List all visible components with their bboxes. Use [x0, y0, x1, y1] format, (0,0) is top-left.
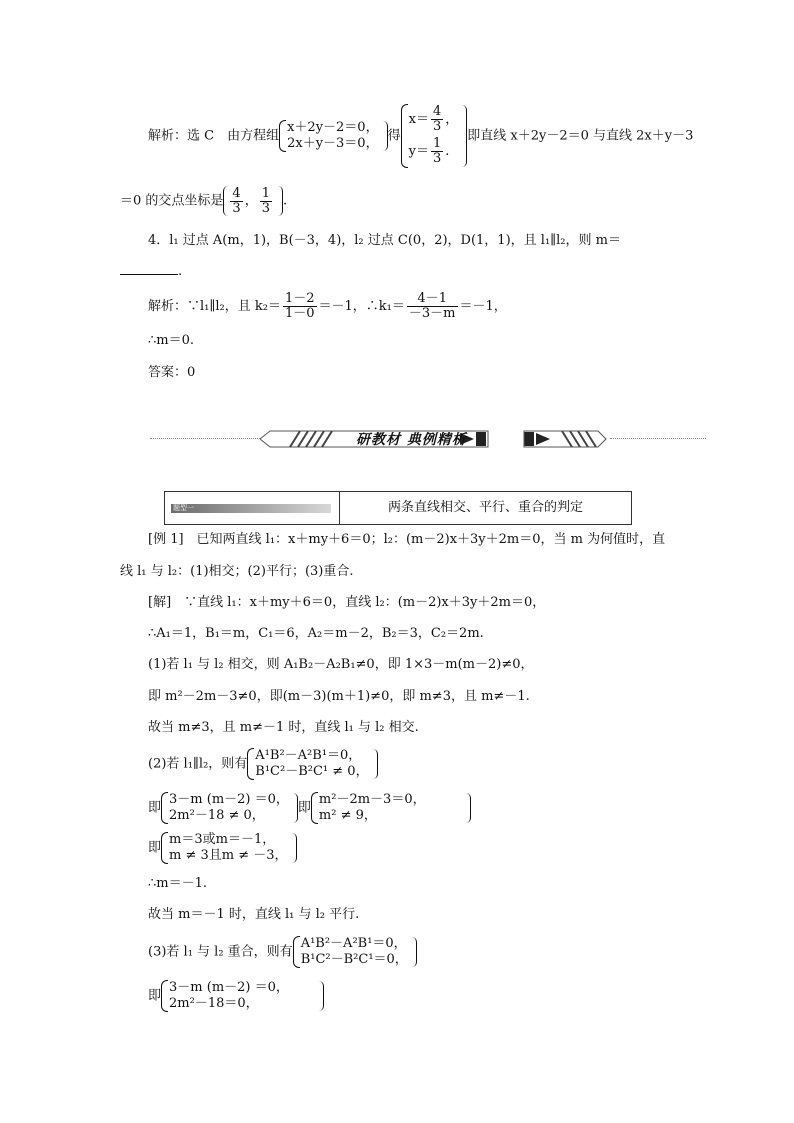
example-1-line-1: [例 1] 已知两直线 l₁：x＋my＋6＝0；l₂：(m－2)x＋3y＋2m＝0，当 m 为何值时，直 [148, 532, 666, 547]
parallel-step-2: 即 m＝3或m＝－1， m ≠ 3且m ≠ －3， [148, 832, 297, 864]
parallel-system-3: m²－2m－3＝0， m² ≠ 9， [311, 792, 426, 824]
fraction-y: $\frac{1}{3}$ [432, 136, 442, 166]
solution-3-prefix: 解析：选 C 由方程组 [148, 128, 280, 144]
coincide-system-2: 3－m (m－2) ＝0， 2m²－18＝0， [161, 980, 289, 1012]
solution-line-3: (1)若 l₁ 与 l₂ 相交，则 A₁B₂－A₂B₁≠0，即 1×3－m(m－2)≠0， [148, 657, 534, 672]
example-1-line-2: 线 l₁ 与 l₂：(1)相交；(2)平行；(3)重合. [120, 564, 354, 579]
topic-title: 两条直线相交、平行、重合的判定 [387, 500, 583, 515]
solution-line-2: ∴A₁＝1，B₁＝m，C₁＝6，A₂＝m－2，B₂＝3，C₂＝2m. [148, 626, 484, 641]
solution-system: x＝ $\frac{4}{3}$ ， y＝ $\frac{1}{3}$ . [401, 104, 459, 168]
topic-tag-bar [171, 504, 331, 513]
answer-blank [120, 262, 178, 275]
coincide-system: A¹B²－A²B¹＝0， B¹C²－B²C¹＝0， [293, 936, 408, 968]
parallel-result: ∴m＝－1. [148, 876, 208, 891]
topic-tag-label: 题型一 [173, 504, 194, 512]
solution-line-4: 即 m²－2m－3≠0，即(m－3)(m＋1)≠0，即 m≠3，且 m≠－1. [148, 689, 530, 704]
parallel-step-1: 即 3－m (m－2) ＝0， 2m²－18 ≠ 0， 即 m²－2m－3＝0， m² ≠ 9， [148, 792, 471, 824]
get-word: 得 [387, 128, 401, 144]
solution-line-5: 故当 m≠3，且 m≠－1 时，直线 l₁ 与 l₂ 相交. [148, 720, 419, 735]
parallel-conclusion: 故当 m＝－1 时，直线 l₁ 与 l₂ 平行. [148, 907, 360, 922]
parallel-system-4: m＝3或m＝－1， m ≠ 3且m ≠ －3， [161, 832, 288, 864]
solution-3-line-1 [148, 104, 693, 168]
coincide-condition: (3)若 l₁ 与 l₂ 重合，则有 A¹B²－A²B¹＝0， B¹C²－B²C¹＝0， [148, 936, 417, 968]
solution-4-line: 解析：∵l₁∥l₂，且 k₂＝ $\frac{1-2}{1-0}$ ＝－1，∴k₁＝ $\frac{4-1}{-3-m}$ ＝－1， [148, 291, 507, 321]
answer-line: 答案：0 [148, 365, 196, 380]
problem-4-blank-line: . [120, 262, 182, 281]
problem-4-text: 4．l₁ 过点 A(m，1)，B(－3，4)，l₂ 过点 C(0，2)，D(1，1)，且 l₁∥l₂，则 m＝ [148, 233, 621, 248]
banner-arrow-right-icon [522, 428, 608, 450]
coincide-step-1: 即 3－m (m－2) ＝0， 2m²－18＝0， [148, 980, 324, 1012]
fraction-x: $\frac{4}{3}$ [432, 104, 442, 134]
topic-box [164, 491, 632, 525]
banner-title: 研教材 典例精析 [356, 432, 467, 448]
fraction-point-x: $\frac{4}{3}$ [232, 185, 241, 216]
equation-system-1: x＋2y－2＝0， 2x＋y－3＝0， [279, 120, 379, 152]
fraction-k2: $\frac{1-2}{1-0}$ [284, 291, 315, 321]
solution-3-tail: 即直线 x＋2y－2＝0 与直线 2x＋y－3 [467, 128, 694, 144]
dotted-rule-left [150, 438, 260, 439]
therefore-m: ∴m＝0. [148, 333, 195, 348]
parallel-system-2: 3－m (m－2) ＝0， 2m²－18 ≠ 0， [161, 792, 289, 824]
parallel-system: A¹B²－A²B¹＝0， B¹C²－B²C¹ ≠ 0， [247, 748, 368, 780]
dotted-rule-right [610, 438, 706, 439]
section-banner [150, 426, 706, 452]
parallel-condition: (2)若 l₁∥l₂，则有 A¹B²－A²B¹＝0， B¹C²－B²C¹ ≠ 0， [148, 748, 378, 780]
fraction-point-y: $\frac{1}{3}$ [261, 185, 270, 216]
solution-3-line-2: ＝0 的交点坐标是 $\frac{4}{3}$ ， $\frac{1}{3}$ . [120, 185, 288, 216]
fraction-k1: $\frac{4-1}{-3-m}$ [408, 291, 456, 321]
solution-line-1: [解] ∵直线 l₁：x＋my＋6＝0，直线 l₂：(m－2)x＋3y＋2m＝0， [148, 595, 546, 610]
